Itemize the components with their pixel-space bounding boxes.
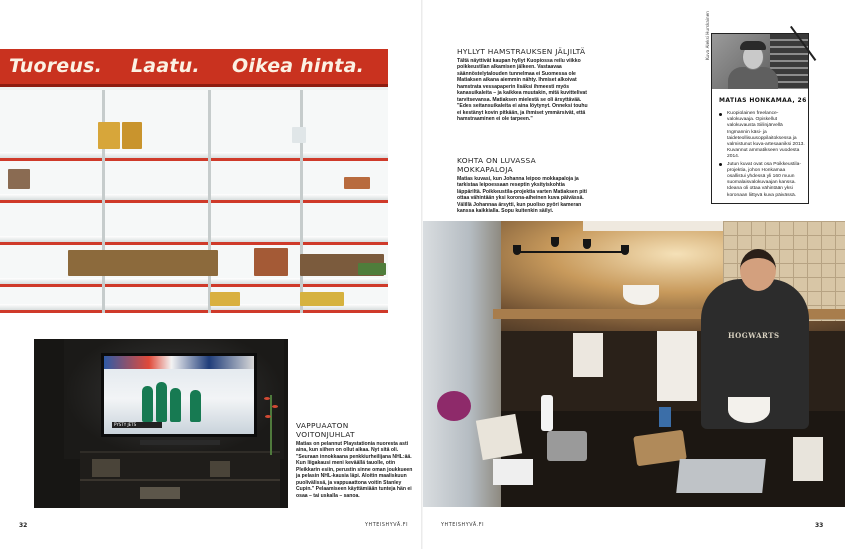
product-package [98,122,120,149]
shelf-board [0,278,388,287]
shelf-upright [300,90,303,313]
bullet-icon [719,113,722,116]
site-url-left: YHTEISHYVÄ.FI [365,523,409,528]
kitchen-scale [547,431,587,461]
tv-score-bar: PYSTY JETS [112,422,162,428]
article-body: Tältä näyttivät kaupan hyllyt Kuopiossa reilu viikko poikkeustilan alkamisen jälkeen. Vastaavaa säännöstelytalouden tunnelmaa ei Suomessa ole Matiaksen aikana aiemmin nähty. Ihmiset alkoivat hamstrata vessapaperin lisäksi ihmeesti myös kanasuikaleita – ja kaikkea muutakin, mitä kuvittelivat tarvitsevansa. Matiaksen mielestä se oli ärsyttävää. "Edes seitansuikaleita ei aina löytynyt. Onneksi touhu ei kestänyt kovin pitkään, ja ihmiset ymmärsivät, että hamstraaminen ei ole tarpeen." [457,58,588,123]
shelf-bay [0,90,388,313]
caption-heading-line1: VAPPUAATON [296,421,349,430]
tv-caption [296,421,414,499]
storage-basket [573,333,603,377]
hockey-player [190,390,201,422]
shelf-board [0,236,388,245]
page-number-right: 33 [815,522,824,529]
article-heading: KOHTA ON LUVASSA MOKKAPALOJA [457,156,537,174]
flower-pot [437,391,471,421]
empty-shelves-photo [0,49,388,313]
product-package [344,177,370,189]
store-slogan-sign [0,49,388,87]
sweater-print: HOGWARTS [728,331,780,340]
person-head [740,249,776,291]
profile-fact: Jutun kuvat ovat osa Poikkeustila-projektia, johon Honkamaa osallistui yhdessä yli 160 muun suomalaisvalokuvaajan kanssa. Ideana oli ottaa vähintään yksi koronaan liittyvä kuva päivässä. [719,162,805,199]
hockey-player [170,388,181,422]
tv-screen [101,353,257,437]
caption-heading-line2: VOITONJUHLAT [296,430,355,439]
site-url-right: YHTEISHYVÄ.FI [441,523,485,528]
rink-boards [104,356,254,369]
profile-fact: Kuopiolainen freelance-valokuvaaja. Opiskellut valokuvausta Siilinjärvellä Ingmannin käsi- ja taideteollisuusoppilaitoksessa ja valmistunut kuva-artesaaniksi 2013. Kuvannut ammatikseen vuodesta 2014. [719,111,805,161]
milk-carton [659,407,671,427]
baking-bowl [728,397,770,423]
article-heading: HYLLYT HAMSTRAUKSEN JÄLJILTÄ [457,47,586,56]
packages [793,437,823,481]
kitchen-baking-photo [423,221,845,507]
hockey-player [142,386,153,422]
laptop [676,459,766,493]
tv-gaming-photo [34,339,288,508]
cabinet-item [210,461,230,477]
media-cabinet [80,451,280,508]
plant [270,395,272,455]
window-curtain [423,221,501,507]
article-baking [457,156,589,215]
cap-icon [740,41,766,50]
shelf-board [0,152,388,161]
page-number-left: 32 [19,522,28,529]
hockey-player [156,382,167,422]
paper-sheets [476,414,522,460]
product-package [210,292,240,306]
box-model [493,459,533,485]
caption-body: Matias on pelannut Playstationia nuoresta asti aina, kun siihen on ollut aikaa. Nyt sitä oli. "Seuraan innokkaana penkkiurheilijana NHL:ää. Kun liigakausi meni keväällä tauolle, otin Pleikkarin esiin, perustin sinne oman joukkueen ja pelasin NHL-kausia läpi. Aloitin maaliskuun puolivälissä, ja vappuaattona voitin Stanley Cupin." Pelaamiseen käyttämiään tunteja hän ei osaa – tai uskalla – sanoa. [296,441,413,499]
sign-word-freshness: Tuoreus. [9,55,103,77]
photographer-name: MATIAS HONKAMAA, 26 [719,97,807,104]
striped-bag [657,331,697,401]
paper-towel-roll [541,395,553,431]
bullet-icon [719,163,722,166]
article-shelves [457,47,589,123]
mixing-bowl [623,285,659,305]
product-package [122,122,142,149]
chandelier [515,251,625,253]
product-package [8,169,30,189]
photo-credit: Kuva Aleksi Hurskainen [705,11,710,60]
profile-facts-list [719,111,805,200]
cabinet-item [92,459,120,477]
shelf-upright [208,90,211,313]
product-package [300,292,344,306]
product-package [254,248,288,276]
sign-word-quality: Laatu. [131,55,200,77]
product-package [358,263,386,275]
shelf-board [0,194,388,203]
cabinet-item [140,487,180,499]
photographer-portrait [712,34,808,89]
sign-word-price: Oikea hinta. [232,55,365,77]
product-package [292,127,306,143]
tv-stand [140,440,220,445]
article-body: Matias kuvasi, kun Johanna leipoo mokkapaloja ja tarkistaa leipoessaan reseptin yksityiskohtia läppäriltä. Poikkeustila-projektia varten Matiaksen piti ottaa vähintään yksi korona-aiheinen kuva päivässä. Välillä Johannaa ärsytti, kun puoliso pyöri kameran kanssa kaikkialla. Sopu kuitenkin säilyi. [457,176,587,215]
product-package-row [68,250,218,276]
photographer-profile-box [711,33,809,204]
upper-cabinet [583,221,723,231]
